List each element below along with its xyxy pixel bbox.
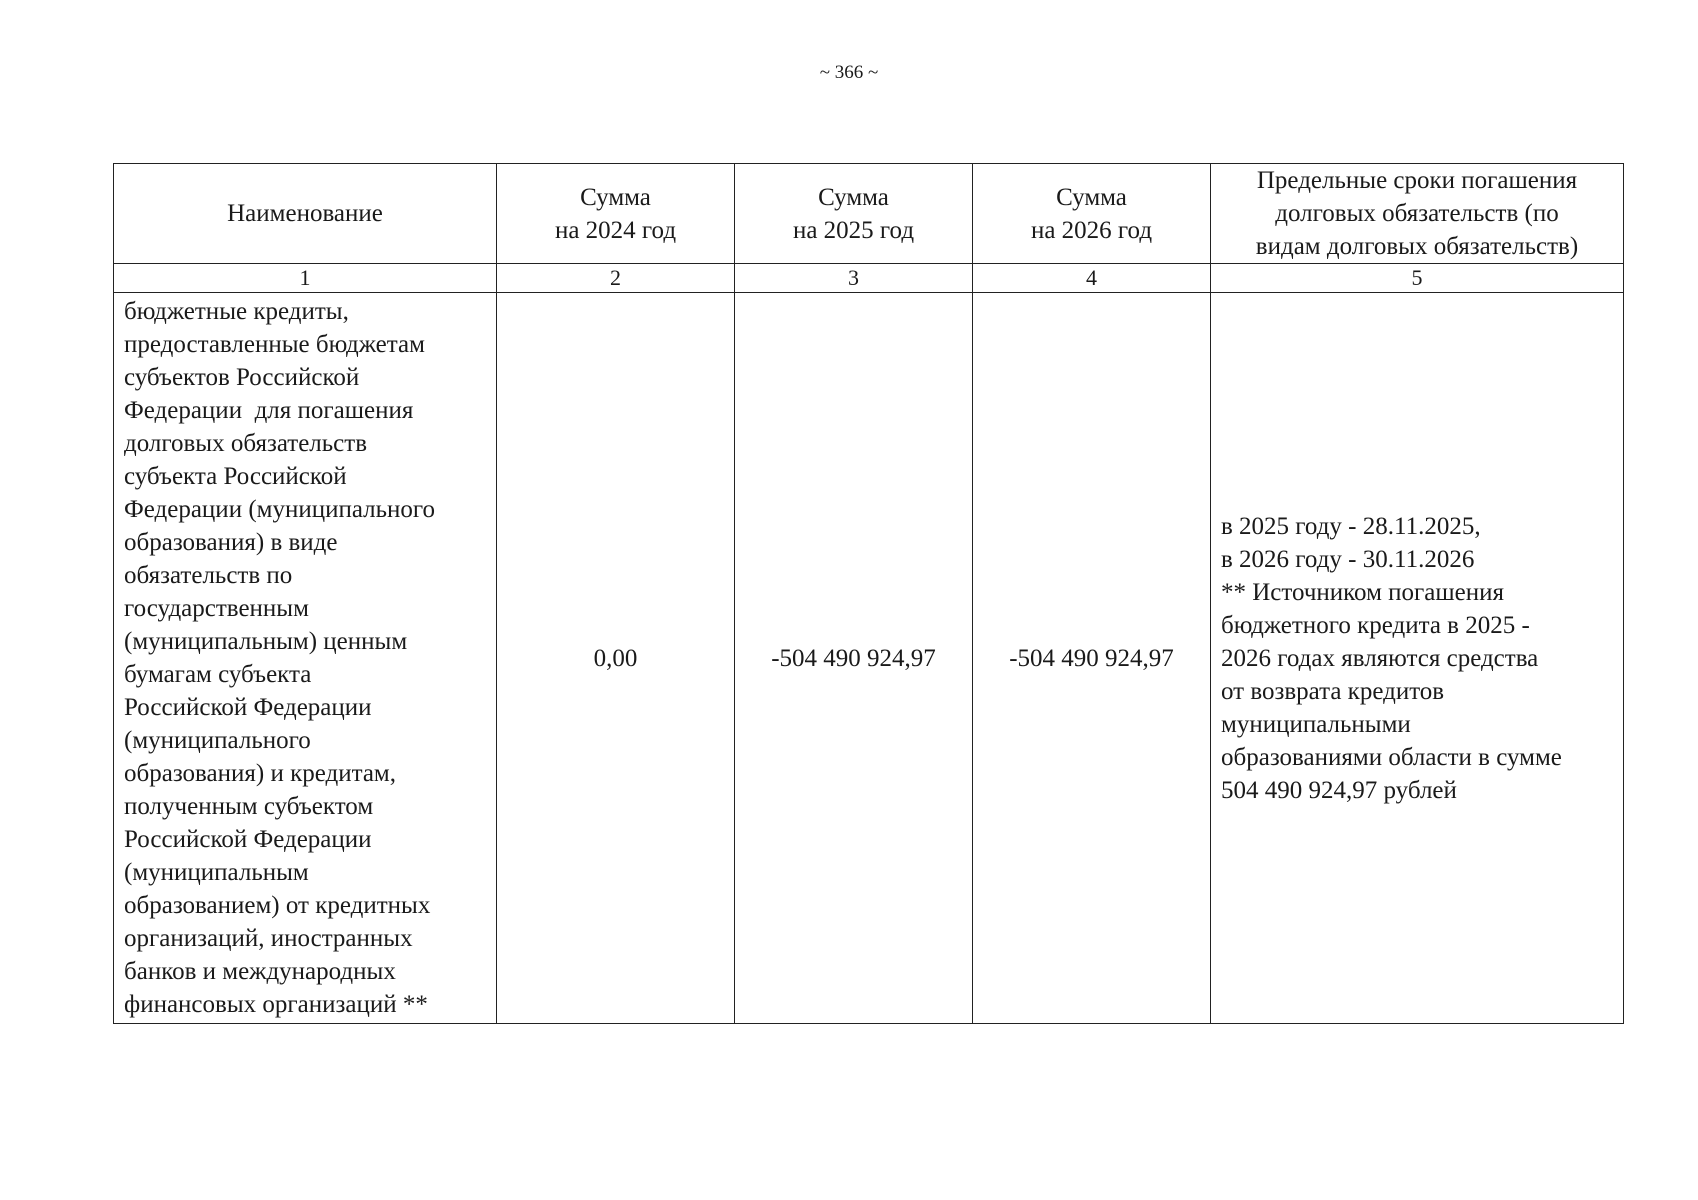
header-sum-2025: Сумма на 2025 год [735,164,973,264]
page-number: ~ 366 ~ [819,62,879,83]
column-number: 2 [497,264,735,293]
header-repayment-terms: Предельные сроки погашения долговых обязательств (по видам долговых обязательств) [1211,164,1624,264]
sum-2025-value: -504 490 924,97 [735,293,973,1024]
column-number: 1 [114,264,497,293]
header-name: Наименование [114,164,497,264]
table-row [114,293,1624,1024]
sum-2026-value: -504 490 924,97 [973,293,1211,1024]
column-number-row [114,264,1624,293]
repayment-terms-cell: в 2025 году - 28.11.2025, в 2026 году - 30.11.2026 ** Источником погашения бюджетного кредита в 2025 - 2026 годах являются средства от возврата кредитов муниципальными образованиями области в сумме 504 490 924,97 рублей [1211,293,1624,1024]
column-number: 5 [1211,264,1624,293]
header-sum-2026: Сумма на 2026 год [973,164,1211,264]
debt-table [113,163,1624,1024]
column-number: 3 [735,264,973,293]
table-header-row [114,164,1624,264]
sum-2024-value: 0,00 [497,293,735,1024]
column-number: 4 [973,264,1211,293]
row-name-cell: бюджетные кредиты, предоставленные бюджетам субъектов Российской Федерации для погашения долговых обязательств субъекта Российской Федерации (муниципального образования) в виде обязательств по государственным (муниципальным) ценным бумагам субъекта Российской Федерации (муниципального образования) и кредитам, полученным субъектом Российской Федерации (муниципальным образованием) от кредитных организаций, иностранных банков и международных финансовых организаций ** [114,293,497,1024]
header-sum-2024: Сумма на 2024 год [497,164,735,264]
